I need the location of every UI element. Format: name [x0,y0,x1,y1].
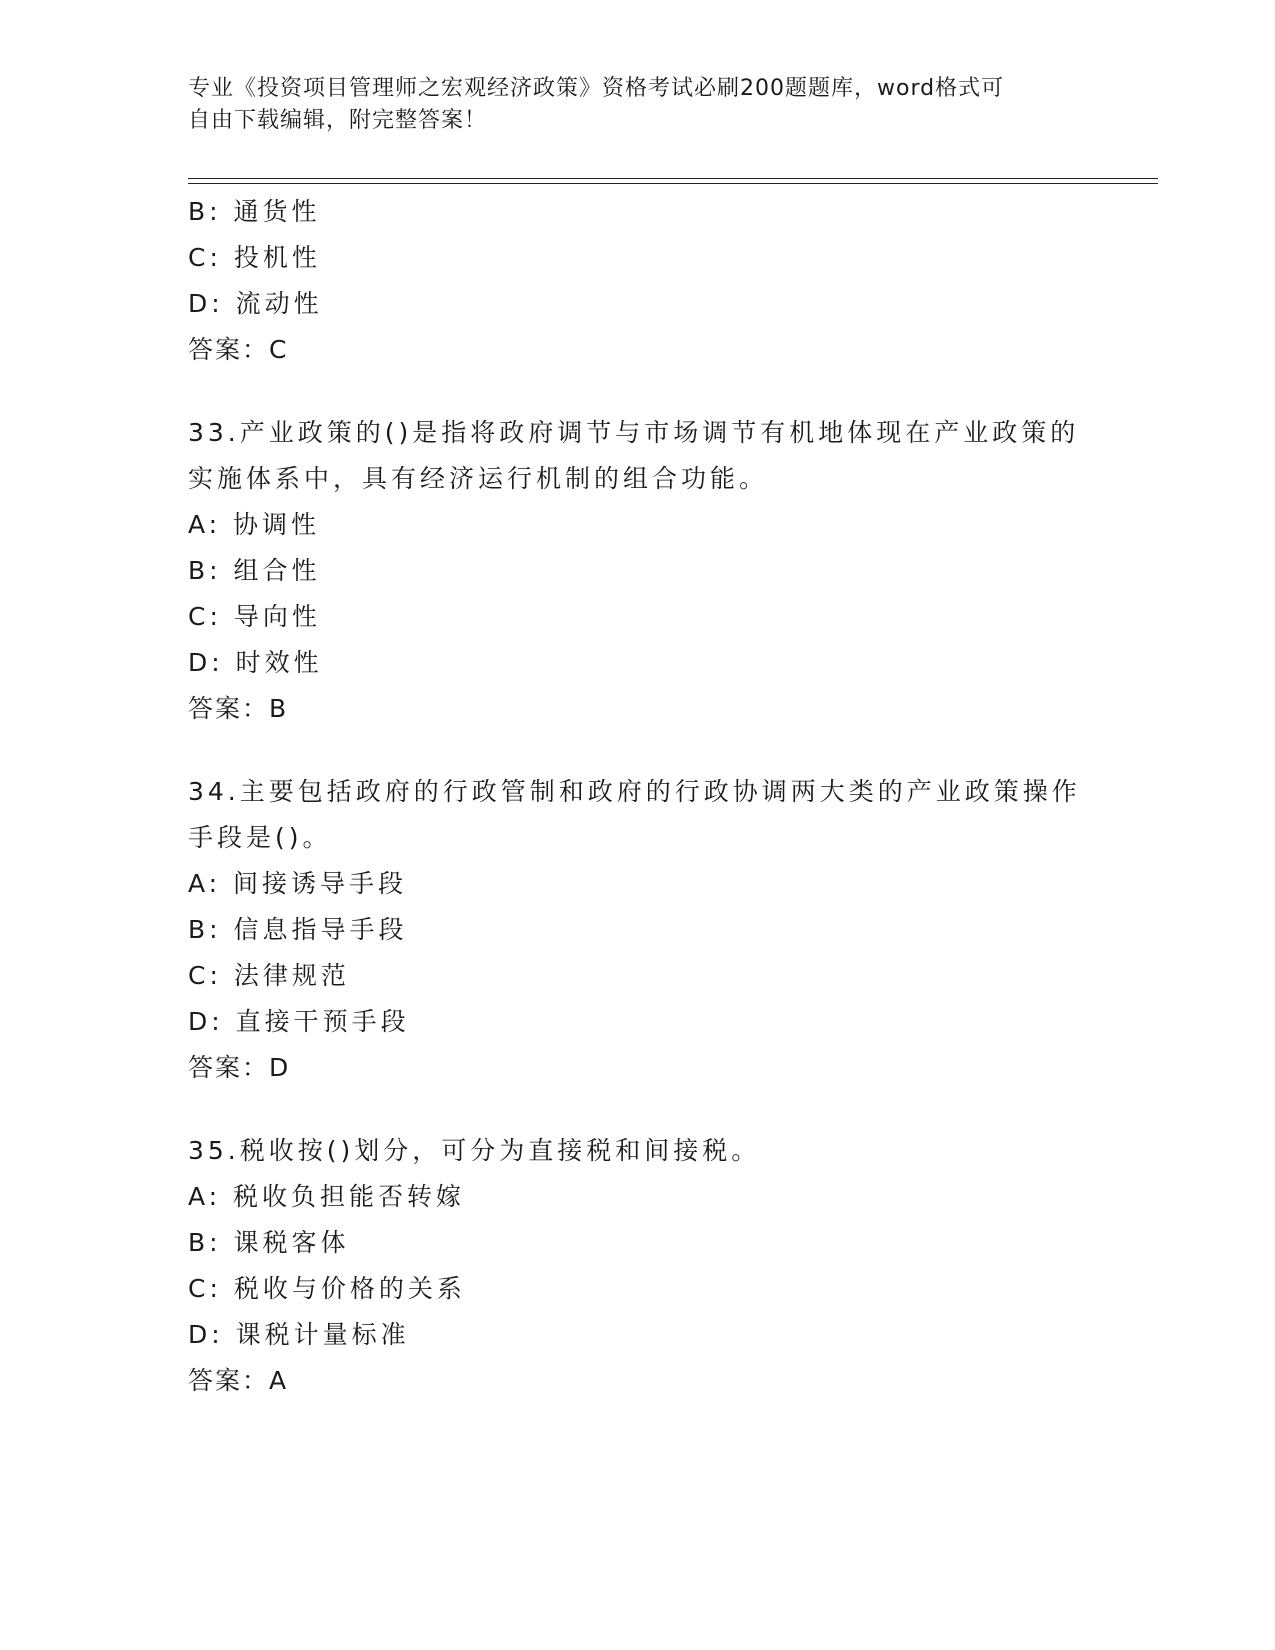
question-35 [188,1128,1088,1404]
option-c: C: 导向性 [188,602,321,631]
header-line-1: 专业《投资项目管理师之宏观经济政策》资格考试必刷200题题库，word格式可 [188,76,1005,101]
header-divider-top [188,178,1158,179]
answer: 答案：C [188,335,289,364]
document-header [188,73,1068,137]
question-stem-line: 实施体系中，具有经济运行机制的组合功能。 [188,464,769,493]
option-a: A: 间接诱导手段 [188,869,408,898]
question-33 [188,410,1088,732]
question-content [188,189,1088,1404]
option-a: A: 协调性 [188,510,321,539]
option-c: C: 投机性 [188,243,321,272]
option-d: D: 课税计量标准 [188,1320,410,1349]
option-c: C: 税收与价格的关系 [188,1274,466,1303]
option-c: C: 法律规范 [188,961,350,990]
option-d: D: 流动性 [188,289,323,318]
option-b: B: 课税客体 [188,1228,350,1257]
option-b: B: 通货性 [188,197,321,226]
option-a: A: 税收负担能否转嫁 [188,1182,466,1211]
answer: 答案：B [188,694,289,723]
header-line-2: 自由下载编辑，附完整答案！ [188,108,488,133]
answer: 答案：A [188,1366,289,1395]
option-d: D: 时效性 [188,648,323,677]
question-34 [188,769,1088,1091]
question-stem-line: 手段是()。 [188,823,332,852]
answer: 答案：D [188,1053,291,1082]
question-stem-line: 34.主要包括政府的行政管制和政府的行政协调两大类的产业政策操作 [188,777,1081,806]
option-d: D: 直接干预手段 [188,1007,410,1036]
option-b: B: 组合性 [188,556,321,585]
option-b: B: 信息指导手段 [188,915,408,944]
continued-question [188,189,1088,373]
header-divider-bottom [188,183,1158,184]
question-stem-line: 35.税收按()划分，可分为直接税和间接税。 [188,1136,761,1165]
question-stem-line: 33.产业政策的()是指将政府调节与市场调节有机地体现在产业政策的 [188,418,1080,447]
